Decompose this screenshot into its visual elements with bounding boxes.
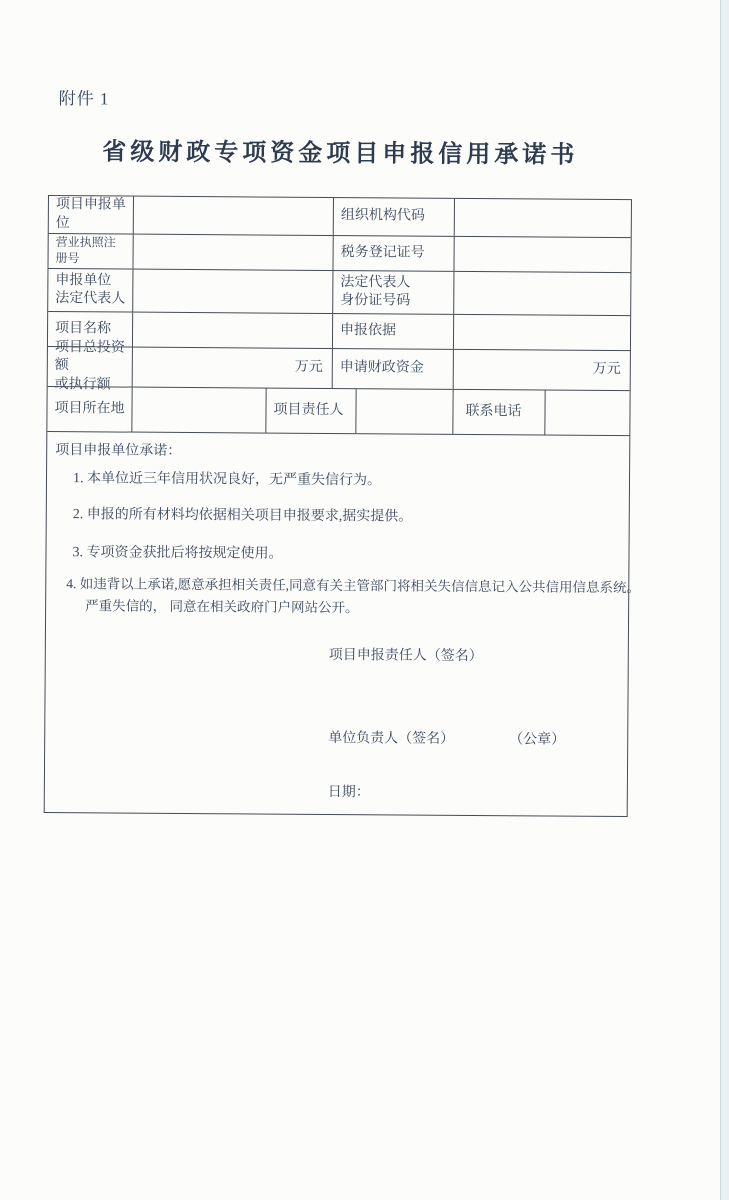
attachment-label: 附件 1 xyxy=(58,89,110,109)
commitment-item-4: 4. 如违背以上承诺,愿意承担相关责任,同意有关主管部门将相关失信信息记入公共信用信息系统。 严重失信的， 同意在相关政府门户网站公开。 xyxy=(66,576,641,616)
legal-rep-id-no-value xyxy=(454,272,630,315)
signature-unit-head-label: 单位负责人（签名） xyxy=(328,730,455,747)
table-row xyxy=(48,340,630,393)
requested-funds-unit: 万元 xyxy=(592,362,621,378)
project-applicant-unit-value xyxy=(134,197,334,235)
org-code-value xyxy=(455,199,631,237)
application-form-table xyxy=(44,195,641,817)
project-location-label: 项目所在地 xyxy=(47,387,132,432)
table-row xyxy=(48,269,630,316)
commitment-item-3: 3. 专项资金获批后将按规定使用。 xyxy=(72,545,283,562)
total-investment-value xyxy=(133,348,333,388)
tax-registration-no-label: 税务登记证号 xyxy=(333,236,454,271)
contact-phone-label: 联系电话 xyxy=(453,390,545,435)
business-license-no-value xyxy=(133,235,333,270)
contact-phone-value xyxy=(545,390,629,435)
signature-applicant-label: 项目申报责任人（签名） xyxy=(328,647,483,665)
total-investment-label: 项目总投资额 或执行额 xyxy=(48,347,133,387)
page-title: 省级财政专项资金项目申报信用承诺书 xyxy=(102,139,579,169)
project-manager-value xyxy=(356,389,453,434)
table-row xyxy=(48,312,630,351)
requested-funds-label: 申请财政资金 xyxy=(333,349,454,389)
legal-representative-value xyxy=(133,270,333,313)
project-applicant-unit-label: 项目申报单位 xyxy=(49,196,134,234)
legal-rep-id-no-label: 法定代表人 身份证号码 xyxy=(333,271,454,314)
commitment-heading: 项目申报单位承诺： xyxy=(55,443,182,459)
official-seal-label: （公章） xyxy=(509,732,566,748)
business-license-no-label: 营业执照注册号 xyxy=(48,234,133,269)
project-location-value xyxy=(132,388,266,433)
legal-representative-label: 申报单位 法定代表人 xyxy=(48,269,133,312)
tax-registration-no-value xyxy=(454,237,630,272)
table-row xyxy=(47,387,629,436)
date-label: 日期： xyxy=(327,784,370,801)
commitment-item-2: 2. 申报的所有材料均依据相关项目申报要求,据实提供。 xyxy=(72,507,413,525)
project-name-value xyxy=(133,313,333,348)
scanner-edge-strip xyxy=(720,0,729,1200)
application-basis-value xyxy=(454,315,630,350)
commitment-item-1: 1. 本单位近三年信用状况良好，无严重失信行为。 xyxy=(72,471,382,489)
org-code-label: 组织机构代码 xyxy=(334,198,455,236)
table-row xyxy=(48,234,630,273)
requested-funds-value xyxy=(454,350,630,390)
table-row xyxy=(49,196,631,238)
project-name-label: 项目名称 xyxy=(48,312,133,347)
commitment-section xyxy=(45,432,641,816)
total-investment-unit: 万元 xyxy=(294,360,323,376)
application-basis-label: 申报依据 xyxy=(333,314,454,349)
project-manager-label: 项目责任人 xyxy=(266,389,356,434)
